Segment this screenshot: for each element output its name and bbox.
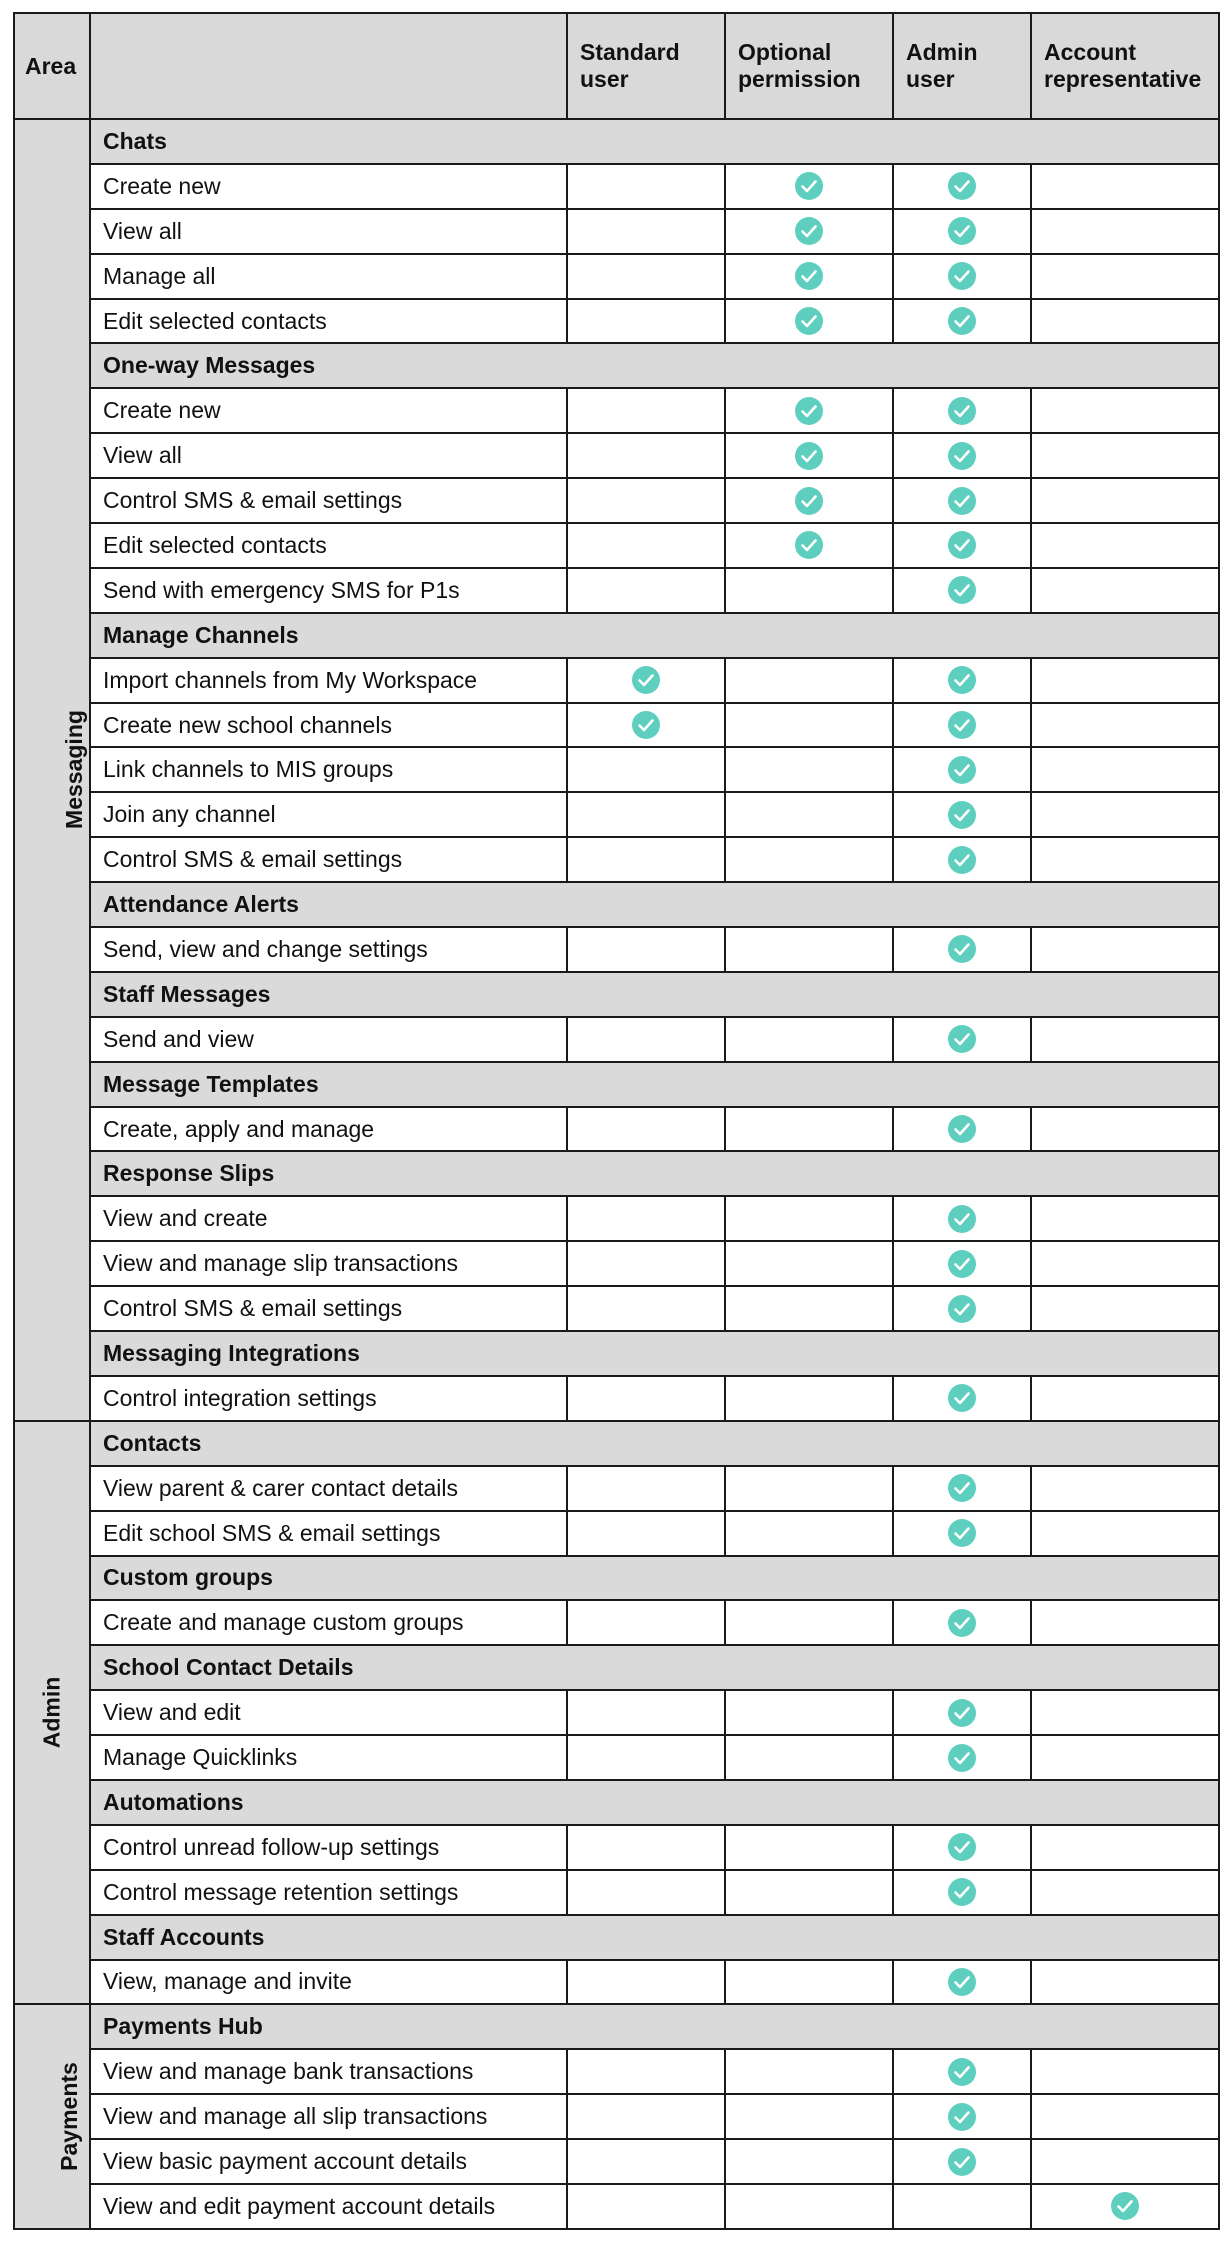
check-circle-icon xyxy=(794,261,824,291)
permission-cell xyxy=(725,1511,893,1556)
permission-cell xyxy=(725,792,893,837)
permission-cell xyxy=(1031,747,1219,792)
check-circle-icon xyxy=(947,1832,977,1862)
permission-cell xyxy=(893,2184,1031,2229)
check-circle-icon xyxy=(947,171,977,201)
permission-cell xyxy=(1031,1017,1219,1062)
permission-cell xyxy=(567,1017,725,1062)
table-row xyxy=(14,927,1219,972)
table-row xyxy=(14,1376,1219,1421)
check-circle-icon xyxy=(947,486,977,516)
permission-cell xyxy=(1031,1241,1219,1286)
permission-cell xyxy=(567,658,725,703)
area-cell xyxy=(14,2004,90,2228)
permission-cell xyxy=(567,388,725,433)
permission-cell xyxy=(893,1511,1031,1556)
permission-label: Control SMS & email settings xyxy=(90,478,567,523)
permission-label: Manage Quicklinks xyxy=(90,1735,567,1780)
group-title: Response Slips xyxy=(90,1151,1219,1196)
permission-label: Control integration settings xyxy=(90,1376,567,1421)
permission-cell xyxy=(567,1960,725,2005)
permission-label: Create, apply and manage xyxy=(90,1107,567,1152)
permission-cell xyxy=(1031,2184,1219,2229)
permission-label: View and edit payment account details xyxy=(90,2184,567,2229)
permission-cell xyxy=(893,703,1031,748)
permission-cell xyxy=(893,837,1031,882)
permission-cell xyxy=(725,164,893,209)
table-row xyxy=(14,792,1219,837)
table-row xyxy=(14,1825,1219,1870)
permission-cell xyxy=(893,1466,1031,1511)
permission-cell xyxy=(1031,2094,1219,2139)
permission-cell xyxy=(725,299,893,344)
group-title: School Contact Details xyxy=(90,1645,1219,1690)
check-circle-icon xyxy=(794,396,824,426)
permission-cell xyxy=(567,1735,725,1780)
permission-label: Manage all xyxy=(90,254,567,299)
group-row xyxy=(14,1645,1219,1690)
permission-cell xyxy=(893,164,1031,209)
table-row xyxy=(14,1870,1219,1915)
table-row xyxy=(14,2139,1219,2184)
permission-cell xyxy=(725,703,893,748)
table-row xyxy=(14,478,1219,523)
permission-label: Control message retention settings xyxy=(90,1870,567,1915)
check-circle-icon xyxy=(947,261,977,291)
check-circle-icon xyxy=(794,486,824,516)
permission-cell xyxy=(725,927,893,972)
permission-cell xyxy=(567,523,725,568)
permission-cell xyxy=(725,2094,893,2139)
group-title: Messaging Integrations xyxy=(90,1331,1219,1376)
permission-cell xyxy=(1031,478,1219,523)
table-row xyxy=(14,299,1219,344)
permission-cell xyxy=(567,2139,725,2184)
permission-cell xyxy=(725,209,893,254)
permission-cell xyxy=(725,1600,893,1645)
permission-cell xyxy=(725,478,893,523)
permission-label: View and create xyxy=(90,1196,567,1241)
check-circle-icon xyxy=(631,710,661,740)
permission-cell xyxy=(1031,1690,1219,1735)
permission-cell xyxy=(725,1107,893,1152)
permission-cell xyxy=(725,747,893,792)
check-circle-icon xyxy=(947,710,977,740)
check-circle-icon xyxy=(794,306,824,336)
table-row xyxy=(14,209,1219,254)
table-row xyxy=(14,1017,1219,1062)
table-row xyxy=(14,1286,1219,1331)
permission-cell xyxy=(1031,2049,1219,2094)
table-row xyxy=(14,1690,1219,1735)
permission-cell xyxy=(725,254,893,299)
group-row xyxy=(14,882,1219,927)
table-row xyxy=(14,1107,1219,1152)
group-title: Manage Channels xyxy=(90,613,1219,658)
permission-cell xyxy=(725,2184,893,2229)
permission-cell xyxy=(1031,1735,1219,1780)
check-circle-icon xyxy=(947,396,977,426)
permission-label: View, manage and invite xyxy=(90,1960,567,2005)
check-circle-icon xyxy=(947,1877,977,1907)
check-circle-icon xyxy=(947,1967,977,1997)
permission-label: View all xyxy=(90,433,567,478)
table-row xyxy=(14,1466,1219,1511)
permission-cell xyxy=(567,1196,725,1241)
permission-cell xyxy=(1031,568,1219,613)
permission-label: View parent & carer contact details xyxy=(90,1466,567,1511)
permission-cell xyxy=(1031,164,1219,209)
permission-cell xyxy=(567,1107,725,1152)
permission-cell xyxy=(893,1196,1031,1241)
group-row xyxy=(14,613,1219,658)
group-row xyxy=(14,1151,1219,1196)
table-row xyxy=(14,747,1219,792)
table-row xyxy=(14,1511,1219,1556)
table-row xyxy=(14,658,1219,703)
check-circle-icon xyxy=(947,2147,977,2177)
permission-cell xyxy=(567,254,725,299)
group-row xyxy=(14,1421,1219,1466)
check-circle-icon xyxy=(947,575,977,605)
check-circle-icon xyxy=(947,665,977,695)
permission-cell xyxy=(893,388,1031,433)
permission-cell xyxy=(893,299,1031,344)
table-row xyxy=(14,523,1219,568)
check-circle-icon xyxy=(947,1383,977,1413)
check-circle-icon xyxy=(947,1249,977,1279)
permission-cell xyxy=(1031,1286,1219,1331)
check-circle-icon xyxy=(947,1743,977,1773)
permission-label: View and manage all slip transactions xyxy=(90,2094,567,2139)
permission-cell xyxy=(1031,1870,1219,1915)
permission-label: Control SMS & email settings xyxy=(90,837,567,882)
group-title: Staff Accounts xyxy=(90,1915,1219,1960)
header-row xyxy=(14,13,1219,119)
permission-cell xyxy=(1031,1107,1219,1152)
table-row xyxy=(14,2184,1219,2229)
check-circle-icon xyxy=(947,2102,977,2132)
permission-cell xyxy=(893,1017,1031,1062)
permission-cell xyxy=(567,1286,725,1331)
permission-cell xyxy=(893,478,1031,523)
header-admin-user: Admin user xyxy=(893,13,1031,119)
group-title: Automations xyxy=(90,1780,1219,1825)
area-cell xyxy=(14,1421,90,2005)
permission-label: View basic payment account details xyxy=(90,2139,567,2184)
check-circle-icon xyxy=(1110,2191,1140,2221)
permission-cell xyxy=(725,1960,893,2005)
group-title: One-way Messages xyxy=(90,343,1219,388)
check-circle-icon xyxy=(947,1114,977,1144)
permission-cell xyxy=(1031,523,1219,568)
group-row xyxy=(14,343,1219,388)
permission-label: Import channels from My Workspace xyxy=(90,658,567,703)
table-row xyxy=(14,388,1219,433)
check-circle-icon xyxy=(794,530,824,560)
header-blank xyxy=(90,13,567,119)
permission-cell xyxy=(725,658,893,703)
permission-cell xyxy=(567,1241,725,1286)
permission-cell xyxy=(567,747,725,792)
group-title: Payments Hub xyxy=(90,2004,1219,2049)
check-circle-icon xyxy=(947,1294,977,1324)
table-row xyxy=(14,433,1219,478)
permission-cell xyxy=(1031,1466,1219,1511)
permission-cell xyxy=(893,747,1031,792)
permission-cell xyxy=(893,1870,1031,1915)
check-circle-icon xyxy=(794,216,824,246)
check-circle-icon xyxy=(947,530,977,560)
permission-cell xyxy=(567,1466,725,1511)
table-body xyxy=(14,119,1219,2229)
permission-label: Control unread follow-up settings xyxy=(90,1825,567,1870)
permission-cell xyxy=(567,164,725,209)
permission-cell xyxy=(893,792,1031,837)
permission-cell xyxy=(725,523,893,568)
permission-cell xyxy=(893,1600,1031,1645)
permission-label: Join any channel xyxy=(90,792,567,837)
permissions-table xyxy=(13,12,1220,2230)
header-optional-permission: Optional permission xyxy=(725,13,893,119)
header-account-representative: Account representative xyxy=(1031,13,1219,119)
group-title: Attendance Alerts xyxy=(90,882,1219,927)
check-circle-icon xyxy=(947,934,977,964)
permission-cell xyxy=(1031,2139,1219,2184)
permission-cell xyxy=(893,1286,1031,1331)
permission-label: View all xyxy=(90,209,567,254)
table-row xyxy=(14,1735,1219,1780)
permission-cell xyxy=(1031,1600,1219,1645)
permission-cell xyxy=(893,2094,1031,2139)
group-row xyxy=(14,1062,1219,1107)
permission-cell xyxy=(725,1870,893,1915)
check-circle-icon xyxy=(947,306,977,336)
table-row xyxy=(14,2094,1219,2139)
permission-cell xyxy=(567,927,725,972)
check-circle-icon xyxy=(947,1698,977,1728)
permission-cell xyxy=(725,1017,893,1062)
check-circle-icon xyxy=(947,1204,977,1234)
permission-cell xyxy=(1031,1196,1219,1241)
permission-label: Create new xyxy=(90,388,567,433)
permission-cell xyxy=(1031,254,1219,299)
group-row xyxy=(14,1915,1219,1960)
permission-cell xyxy=(567,1870,725,1915)
group-row xyxy=(14,2004,1219,2049)
area-cell xyxy=(14,119,90,1421)
permission-cell xyxy=(725,1241,893,1286)
check-circle-icon xyxy=(947,441,977,471)
permission-label: Create and manage custom groups xyxy=(90,1600,567,1645)
area-label: Payments xyxy=(55,2062,82,2171)
permission-cell xyxy=(725,1286,893,1331)
permission-cell xyxy=(567,1690,725,1735)
permission-cell xyxy=(893,2139,1031,2184)
table-row xyxy=(14,254,1219,299)
permission-cell xyxy=(1031,837,1219,882)
permission-cell xyxy=(725,2139,893,2184)
header-standard-user: Standard user xyxy=(567,13,725,119)
permission-cell xyxy=(567,2184,725,2229)
permission-cell xyxy=(725,1735,893,1780)
permission-cell xyxy=(567,299,725,344)
permission-cell xyxy=(567,1376,725,1421)
permission-label: Edit selected contacts xyxy=(90,299,567,344)
permission-cell xyxy=(893,523,1031,568)
permission-cell xyxy=(893,1690,1031,1735)
permission-cell xyxy=(567,792,725,837)
table-row xyxy=(14,1196,1219,1241)
permission-cell xyxy=(1031,1960,1219,2005)
group-title: Staff Messages xyxy=(90,972,1219,1017)
area-label: Admin xyxy=(38,1676,65,1749)
permission-cell xyxy=(567,1825,725,1870)
group-row xyxy=(14,1556,1219,1601)
check-circle-icon xyxy=(947,1473,977,1503)
check-circle-icon xyxy=(947,755,977,785)
check-circle-icon xyxy=(794,171,824,201)
permission-cell xyxy=(725,2049,893,2094)
group-row xyxy=(14,972,1219,1017)
permission-cell xyxy=(1031,927,1219,972)
group-row xyxy=(14,119,1219,164)
table-row xyxy=(14,2049,1219,2094)
permission-cell xyxy=(893,568,1031,613)
permission-cell xyxy=(1031,209,1219,254)
permission-cell xyxy=(1031,658,1219,703)
permission-cell xyxy=(567,2094,725,2139)
permission-cell xyxy=(893,433,1031,478)
check-circle-icon xyxy=(794,441,824,471)
permission-cell xyxy=(893,209,1031,254)
permission-cell xyxy=(567,568,725,613)
permission-cell xyxy=(725,568,893,613)
group-row xyxy=(14,1780,1219,1825)
table-row xyxy=(14,837,1219,882)
permission-cell xyxy=(893,1376,1031,1421)
permission-label: Send and view xyxy=(90,1017,567,1062)
check-circle-icon xyxy=(947,2057,977,2087)
permission-cell xyxy=(893,658,1031,703)
permission-label: Send, view and change settings xyxy=(90,927,567,972)
permission-cell xyxy=(567,2049,725,2094)
permission-cell xyxy=(1031,1825,1219,1870)
permission-cell xyxy=(567,1511,725,1556)
group-title: Chats xyxy=(90,119,1219,164)
permission-cell xyxy=(893,1825,1031,1870)
permission-cell xyxy=(567,478,725,523)
check-circle-icon xyxy=(947,216,977,246)
permission-label: Control SMS & email settings xyxy=(90,1286,567,1331)
check-circle-icon xyxy=(947,800,977,830)
group-title: Custom groups xyxy=(90,1556,1219,1601)
permission-cell xyxy=(567,703,725,748)
permission-cell xyxy=(893,1960,1031,2005)
permission-cell xyxy=(1031,703,1219,748)
permission-cell xyxy=(893,1735,1031,1780)
permission-cell xyxy=(1031,1511,1219,1556)
permission-cell xyxy=(893,1241,1031,1286)
check-circle-icon xyxy=(631,665,661,695)
permission-label: Send with emergency SMS for P1s xyxy=(90,568,567,613)
permission-cell xyxy=(725,1690,893,1735)
group-row xyxy=(14,1331,1219,1376)
permission-label: View and edit xyxy=(90,1690,567,1735)
header-area: Area xyxy=(14,13,90,119)
permission-cell xyxy=(725,1196,893,1241)
table-row xyxy=(14,1600,1219,1645)
check-circle-icon xyxy=(947,1024,977,1054)
permission-cell xyxy=(893,254,1031,299)
permission-label: View and manage bank transactions xyxy=(90,2049,567,2094)
permission-cell xyxy=(725,1825,893,1870)
check-circle-icon xyxy=(947,1518,977,1548)
permission-cell xyxy=(893,2049,1031,2094)
check-circle-icon xyxy=(947,1608,977,1638)
permission-cell xyxy=(1031,299,1219,344)
permission-cell xyxy=(725,1376,893,1421)
permission-cell xyxy=(567,1600,725,1645)
area-label: Messaging xyxy=(60,710,87,830)
permission-cell xyxy=(725,388,893,433)
permission-cell xyxy=(893,1107,1031,1152)
permission-cell xyxy=(1031,792,1219,837)
permission-cell xyxy=(725,837,893,882)
permission-cell xyxy=(567,209,725,254)
permission-label: View and manage slip transactions xyxy=(90,1241,567,1286)
permission-cell xyxy=(1031,433,1219,478)
permission-label: Create new xyxy=(90,164,567,209)
permission-label: Link channels to MIS groups xyxy=(90,747,567,792)
permission-label: Create new school channels xyxy=(90,703,567,748)
permission-cell xyxy=(567,433,725,478)
permission-cell xyxy=(1031,1376,1219,1421)
check-circle-icon xyxy=(947,845,977,875)
group-title: Contacts xyxy=(90,1421,1219,1466)
permission-cell xyxy=(1031,388,1219,433)
permission-label: Edit selected contacts xyxy=(90,523,567,568)
table-row xyxy=(14,164,1219,209)
group-title: Message Templates xyxy=(90,1062,1219,1107)
table-row xyxy=(14,568,1219,613)
permission-cell xyxy=(725,433,893,478)
permission-cell xyxy=(893,927,1031,972)
table-row xyxy=(14,1960,1219,2005)
table-row xyxy=(14,1241,1219,1286)
permission-label: Edit school SMS & email settings xyxy=(90,1511,567,1556)
permission-cell xyxy=(725,1466,893,1511)
permission-cell xyxy=(567,837,725,882)
table-row xyxy=(14,703,1219,748)
